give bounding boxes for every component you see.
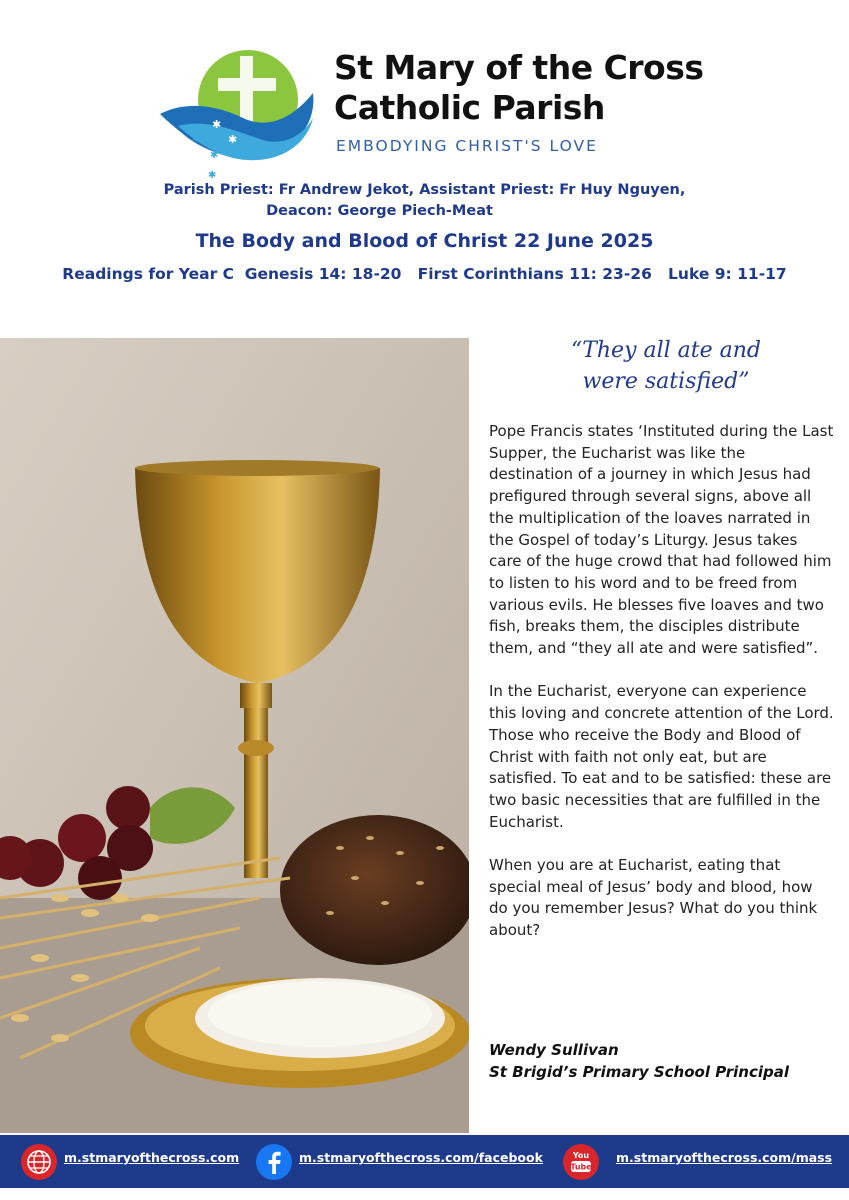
footer-bar xyxy=(0,1135,849,1188)
clergy-line1: Parish Priest: Fr Andrew Jekot, Assistant Priest: Fr Huy Nguyen, xyxy=(163,182,686,198)
youtube-icon xyxy=(562,1143,600,1181)
svg-text:You: You xyxy=(572,1150,590,1160)
pull-quote xyxy=(536,335,796,397)
article-paragraph: When you are at Eucharist, eating that special meal of Jesus’ body and blood, how do you remember Jesus? What do you think about? xyxy=(489,856,818,940)
pull-quote-line1: “They all ate and xyxy=(570,338,762,363)
article-paragraph: In the Eucharist, everyone can experience this loving and concrete attention of the Lord. Those who receive the Body and Blood of Christ with faith not only eat, but are satisfied. To eat and to be satisfied: these are two basic necessities that are fulfilled in the Eucharist. xyxy=(489,682,834,831)
feast-title: The Body and Blood of Christ 22 June 2025 xyxy=(195,230,654,252)
svg-text:Tube: Tube xyxy=(570,1162,592,1171)
parish-name-line1: St Mary of the Cross xyxy=(334,48,704,87)
article-paragraph: Pope Francis states ‘Instituted during the Last Supper, the Eucharist was like the destination of a journey in which Jesus had prefigured through several signs, above all the multiplication of the loaves narrated in the Gospel of today’s Liturgy. Jesus takes care of the huge crowd that had followed him to listen to his word and to be freed from various evils. He blesses five loaves and two fish, breaks them, the disciples distribute them, and “they all ate and were satisfied”. xyxy=(489,422,834,658)
footer-facebook[interactable] xyxy=(255,1135,543,1188)
author-title: St Brigid’s Primary School Principal xyxy=(489,1063,789,1081)
article-body xyxy=(489,421,834,964)
svg-text:✱: ✱ xyxy=(210,150,219,161)
svg-text:✱: ✱ xyxy=(212,118,222,131)
parish-logo xyxy=(158,48,318,178)
parish-tagline: EMBODYING CHRIST'S LOVE xyxy=(336,137,598,155)
footer-mass[interactable] xyxy=(562,1135,832,1188)
parish-name xyxy=(334,48,704,128)
clergy-line2: Deacon: George Piech-Meat xyxy=(266,203,493,219)
mass-link[interactable]: m.stmaryofthecross.com/mass xyxy=(616,1150,833,1165)
svg-text:✱: ✱ xyxy=(228,133,238,146)
readings-line: Readings for Year C Genesis 14: 18-20 First Corinthians 11: 23-26 Luke 9: 11-17 xyxy=(62,265,787,283)
facebook-icon xyxy=(255,1143,293,1181)
website-link[interactable]: m.stmaryofthecross.com xyxy=(64,1150,240,1165)
pull-quote-line2: were satisfied” xyxy=(582,369,750,394)
clergy-info xyxy=(0,180,849,222)
author-name: Wendy Sullivan xyxy=(489,1041,619,1059)
author-signature xyxy=(489,1039,789,1083)
parish-name-line2: Catholic Parish xyxy=(334,88,605,127)
chalice-bread-photo xyxy=(0,338,469,1133)
svg-text:✱: ✱ xyxy=(192,134,200,144)
facebook-link[interactable]: m.stmaryofthecross.com/facebook xyxy=(299,1150,543,1165)
footer-website[interactable] xyxy=(20,1135,239,1188)
globe-icon xyxy=(20,1143,58,1181)
svg-text:✱: ✱ xyxy=(208,170,217,178)
